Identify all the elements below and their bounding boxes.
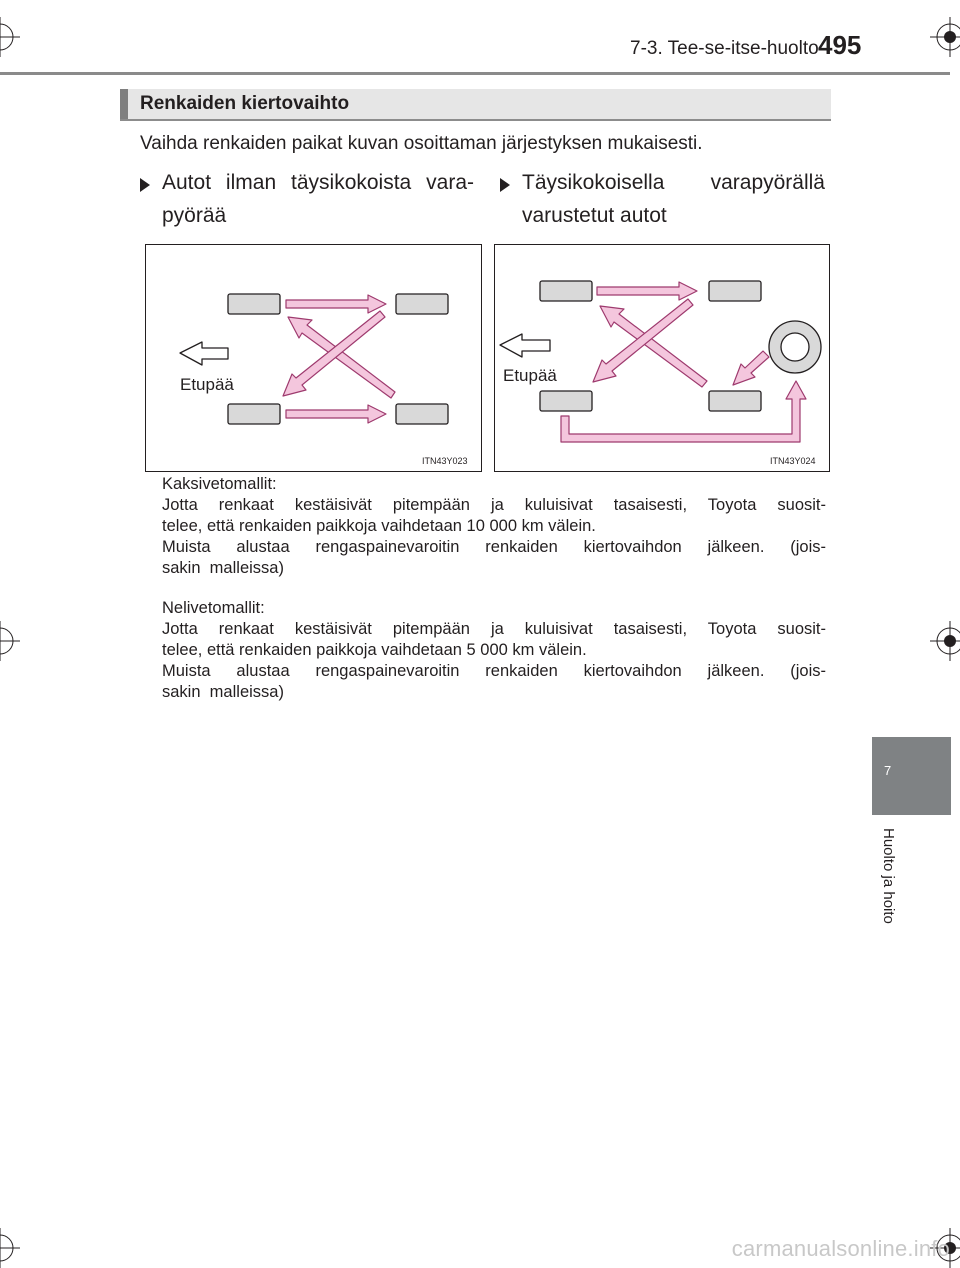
front-direction-arrow-icon <box>500 334 550 357</box>
note-two-wheel-drive <box>162 474 826 579</box>
registration-mark-icon <box>0 621 20 661</box>
footer-watermark[interactable]: carmanualsonline.info <box>731 1236 950 1261</box>
note-line: Muista alustaa rengaspainevaroitin renkaiden kiertovaihdon jälkeen. (jois- <box>162 538 826 556</box>
rotation-arrow <box>288 317 395 398</box>
note-line: Muista alustaa rengaspainevaroitin renkaiden kiertovaihdon jälkeen. (jois- <box>162 662 826 680</box>
registration-mark-icon <box>930 17 960 57</box>
tire-front-left <box>228 294 280 314</box>
rotation-figure-with-spare <box>494 244 830 472</box>
column-heading-line: Autot ilman täysikokoista vara- <box>162 171 474 194</box>
intro-text: Vaihda renkaiden paikat kuvan osoittaman järjestyksen mukaisesti. <box>140 133 703 154</box>
column-heading-line: varustetut autot <box>522 204 667 227</box>
note-line: telee, että renkaiden paikkoja vaihdetaan 10 000 km välein. <box>162 517 596 535</box>
bullet-triangle-icon <box>140 178 150 192</box>
front-label: Etupää <box>180 375 234 394</box>
rotation-arrow <box>286 405 386 423</box>
registration-mark-icon <box>0 1228 20 1268</box>
note-line: Jotta renkaat kestäisivät pitempään ja kuluisivat tasaisesti, Toyota suosit- <box>162 620 826 638</box>
title-accent <box>120 89 128 119</box>
rotation-diagram <box>495 245 829 471</box>
note-line: Jotta renkaat kestäisivät pitempään ja kuluisivat tasaisesti, Toyota suosit- <box>162 496 826 514</box>
tire-front-left <box>540 281 592 301</box>
header-rule <box>0 72 950 75</box>
registration-mark-icon <box>930 621 960 661</box>
note-line: sakin malleissa) <box>162 559 284 577</box>
tire-rear-left <box>540 391 592 411</box>
note-heading: Kaksivetomallit: <box>162 475 277 493</box>
header-section-title: 7-3. Tee-se-itse-huolto <box>630 38 819 59</box>
tire-rear-right <box>396 404 448 424</box>
figure-code: ITN43Y023 <box>422 456 468 466</box>
tire-front-right <box>396 294 448 314</box>
front-direction-arrow-icon <box>180 342 228 365</box>
column-heading-line: pyörää <box>162 204 227 227</box>
tire-front-right <box>709 281 761 301</box>
chapter-label: Huolto ja hoito <box>880 828 897 924</box>
tire-rear-right <box>709 391 761 411</box>
column-heading-left <box>162 166 474 232</box>
front-label: Etupää <box>503 366 557 385</box>
note-heading: Nelivetomallit: <box>162 599 265 617</box>
figure-code: ITN43Y024 <box>770 456 816 466</box>
registration-mark-icon <box>0 17 20 57</box>
rotation-arrow <box>597 282 697 300</box>
note-line: telee, että renkaiden paikkoja vaihdetaan 5 000 km välein. <box>162 641 587 659</box>
section-title: Renkaiden kiertovaihto <box>140 93 350 114</box>
chapter-number: 7 <box>884 763 892 778</box>
rotation-arrow <box>561 381 806 442</box>
bullet-triangle-icon <box>500 178 510 192</box>
rotation-arrow <box>733 351 769 385</box>
rotation-diagram <box>146 245 481 471</box>
note-four-wheel-drive <box>162 598 826 703</box>
tire-rear-left <box>228 404 280 424</box>
rotation-figure-without-spare <box>145 244 482 472</box>
rotation-arrow <box>286 295 386 313</box>
column-heading-right <box>522 166 825 232</box>
section-title-bar <box>120 89 831 121</box>
column-heading-line: Täysikokoisella varapyörällä <box>522 171 825 194</box>
rotation-arrow <box>600 306 707 387</box>
note-line: sakin malleissa) <box>162 683 284 701</box>
page-number: 495 <box>818 30 862 60</box>
